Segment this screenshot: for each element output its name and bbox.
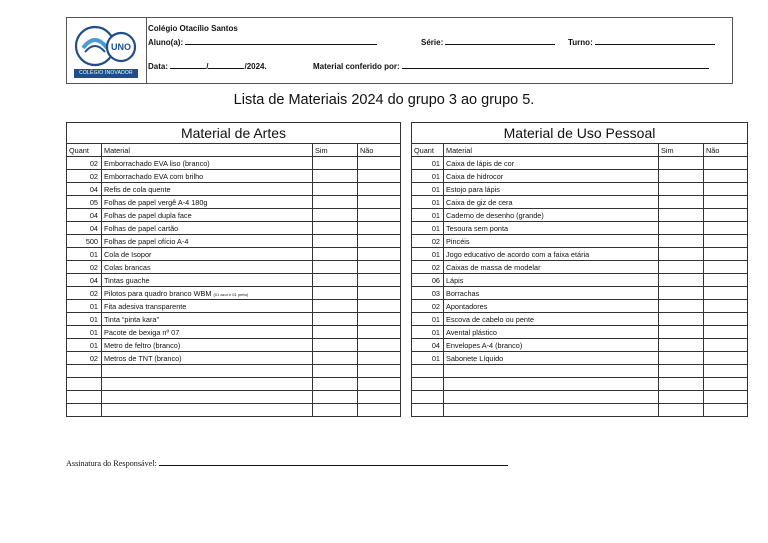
material-label: Caixa de giz de cera bbox=[446, 197, 513, 207]
nao-checkbox-cell[interactable] bbox=[704, 300, 748, 313]
quantity-cell: 04 bbox=[67, 183, 102, 196]
material-cell bbox=[444, 352, 659, 365]
material-cell bbox=[102, 183, 313, 196]
table-row bbox=[67, 222, 401, 235]
logo-text: UNO bbox=[111, 42, 131, 52]
material-cell bbox=[444, 248, 659, 261]
nao-checkbox-cell[interactable] bbox=[704, 326, 748, 339]
material-label: Envelopes A-4 (branco) bbox=[446, 340, 523, 350]
quantity-cell: 01 bbox=[412, 222, 444, 235]
col-quant: Quant bbox=[67, 144, 102, 157]
material-cell bbox=[444, 196, 659, 209]
material-label: Borrachas bbox=[446, 288, 480, 298]
material-label: Apontadores bbox=[446, 301, 488, 311]
quantity-cell: 01 bbox=[67, 300, 102, 313]
sim-checkbox-cell[interactable] bbox=[313, 222, 358, 235]
sim-checkbox-cell[interactable] bbox=[313, 157, 358, 170]
table-row bbox=[67, 170, 401, 183]
col-material: Material bbox=[102, 144, 313, 157]
arts-header-row bbox=[67, 144, 401, 157]
table-row bbox=[412, 235, 748, 248]
nao-checkbox-cell[interactable] bbox=[704, 248, 748, 261]
nao-checkbox-cell[interactable] bbox=[358, 378, 401, 391]
nao-checkbox-cell[interactable] bbox=[358, 300, 401, 313]
nao-checkbox-cell[interactable] bbox=[358, 274, 401, 287]
material-label: Estojo para lápis bbox=[446, 184, 500, 194]
material-cell bbox=[102, 274, 313, 287]
material-label: Tinta “pinta kara” bbox=[104, 314, 159, 324]
table-row bbox=[67, 196, 401, 209]
school-name: Colégio Otacílio Santos bbox=[148, 24, 238, 33]
material-note: (01 azul e 01 preto) bbox=[213, 291, 249, 297]
material-label: Fita adesiva transparente bbox=[104, 301, 187, 311]
quantity-cell bbox=[67, 391, 102, 404]
quantity-cell: 01 bbox=[67, 339, 102, 352]
date-year: /2024. bbox=[244, 62, 267, 71]
material-cell bbox=[102, 222, 313, 235]
sim-checkbox-cell[interactable] bbox=[659, 235, 704, 248]
col-sim: Sim bbox=[313, 144, 358, 157]
material-cell bbox=[102, 300, 313, 313]
table-row bbox=[67, 157, 401, 170]
material-cell bbox=[102, 248, 313, 261]
table-row bbox=[67, 274, 401, 287]
nao-checkbox-cell[interactable] bbox=[358, 326, 401, 339]
table-row bbox=[412, 287, 748, 300]
sim-checkbox-cell[interactable] bbox=[659, 339, 704, 352]
table-row bbox=[412, 222, 748, 235]
sim-checkbox-cell[interactable] bbox=[659, 326, 704, 339]
date-month-blank[interactable] bbox=[208, 61, 244, 69]
nao-checkbox-cell[interactable] bbox=[704, 235, 748, 248]
material-label: Jogo educativo de acordo com a faixa etária bbox=[446, 249, 590, 259]
table-row bbox=[412, 209, 748, 222]
quantity-cell: 02 bbox=[412, 300, 444, 313]
table-row bbox=[412, 378, 748, 391]
nao-checkbox-cell[interactable] bbox=[704, 378, 748, 391]
logo-emblem-icon bbox=[73, 22, 139, 70]
material-cell bbox=[444, 274, 659, 287]
material-cell bbox=[102, 326, 313, 339]
table-row bbox=[67, 365, 401, 378]
sim-checkbox-cell[interactable] bbox=[313, 352, 358, 365]
sim-checkbox-cell[interactable] bbox=[313, 339, 358, 352]
nao-checkbox-cell[interactable] bbox=[358, 352, 401, 365]
sim-checkbox-cell[interactable] bbox=[313, 261, 358, 274]
col-nao: Não bbox=[704, 144, 748, 157]
material-label: Escova de cabelo ou pente bbox=[446, 314, 535, 324]
quantity-cell bbox=[67, 365, 102, 378]
nao-checkbox-cell[interactable] bbox=[704, 261, 748, 274]
quantity-cell bbox=[412, 365, 444, 378]
material-cell bbox=[102, 352, 313, 365]
sim-checkbox-cell[interactable] bbox=[313, 274, 358, 287]
table-row bbox=[412, 170, 748, 183]
material-cell bbox=[102, 170, 313, 183]
sim-checkbox-cell[interactable] bbox=[313, 326, 358, 339]
quantity-cell: 01 bbox=[412, 196, 444, 209]
personal-table bbox=[411, 122, 748, 417]
quantity-cell: 500 bbox=[67, 235, 102, 248]
table-row bbox=[67, 378, 401, 391]
series-blank[interactable] bbox=[445, 37, 555, 45]
quantity-cell: 01 bbox=[67, 313, 102, 326]
table-row bbox=[67, 339, 401, 352]
table-row bbox=[412, 352, 748, 365]
table-row bbox=[412, 404, 748, 417]
nao-checkbox-cell[interactable] bbox=[358, 287, 401, 300]
quantity-cell: 01 bbox=[412, 183, 444, 196]
material-cell bbox=[444, 222, 659, 235]
sim-checkbox-cell[interactable] bbox=[659, 287, 704, 300]
student-label: Aluno(a): bbox=[148, 38, 184, 47]
nao-checkbox-cell[interactable] bbox=[358, 209, 401, 222]
nao-checkbox-cell[interactable] bbox=[358, 248, 401, 261]
material-label: Caixa de hidrocor bbox=[446, 171, 504, 181]
arts-title-row bbox=[67, 123, 401, 144]
signature-line[interactable] bbox=[66, 459, 508, 468]
table-row bbox=[67, 183, 401, 196]
sim-checkbox-cell[interactable] bbox=[659, 196, 704, 209]
sim-checkbox-cell[interactable] bbox=[659, 248, 704, 261]
nao-checkbox-cell[interactable] bbox=[704, 391, 748, 404]
quantity-cell: 02 bbox=[67, 352, 102, 365]
nao-checkbox-cell[interactable] bbox=[704, 157, 748, 170]
sim-checkbox-cell[interactable] bbox=[659, 157, 704, 170]
nao-checkbox-cell[interactable] bbox=[358, 196, 401, 209]
col-nao: Não bbox=[358, 144, 401, 157]
material-label: Lápis bbox=[446, 275, 464, 285]
table-row bbox=[412, 300, 748, 313]
material-cell bbox=[102, 209, 313, 222]
material-cell bbox=[102, 261, 313, 274]
material-label: Emborrachado EVA liso (branco) bbox=[104, 158, 210, 168]
nao-checkbox-cell[interactable] bbox=[704, 339, 748, 352]
material-cell bbox=[444, 391, 659, 404]
table-row bbox=[67, 235, 401, 248]
sim-checkbox-cell[interactable] bbox=[313, 313, 358, 326]
sim-checkbox-cell[interactable] bbox=[659, 222, 704, 235]
nao-checkbox-cell[interactable] bbox=[358, 183, 401, 196]
sim-checkbox-cell[interactable] bbox=[313, 300, 358, 313]
quantity-cell: 02 bbox=[67, 261, 102, 274]
material-cell bbox=[102, 339, 313, 352]
table-row bbox=[412, 157, 748, 170]
sim-checkbox-cell[interactable] bbox=[313, 170, 358, 183]
quantity-cell: 02 bbox=[412, 261, 444, 274]
sim-checkbox-cell[interactable] bbox=[659, 391, 704, 404]
material-label: Tesoura sem ponta bbox=[446, 223, 509, 233]
quantity-cell: 06 bbox=[412, 274, 444, 287]
material-cell bbox=[444, 235, 659, 248]
table-row bbox=[67, 261, 401, 274]
material-label: Pincéis bbox=[446, 236, 470, 246]
material-cell bbox=[444, 339, 659, 352]
material-cell bbox=[102, 287, 313, 300]
quantity-cell: 02 bbox=[67, 170, 102, 183]
quantity-cell: 01 bbox=[67, 248, 102, 261]
material-cell bbox=[444, 287, 659, 300]
material-cell bbox=[102, 391, 313, 404]
nao-checkbox-cell[interactable] bbox=[704, 222, 748, 235]
table-row bbox=[412, 274, 748, 287]
table-row bbox=[412, 313, 748, 326]
sim-checkbox-cell[interactable] bbox=[313, 235, 358, 248]
sim-checkbox-cell[interactable] bbox=[313, 183, 358, 196]
material-label: Folhas de papel ofício A-4 bbox=[104, 236, 189, 246]
nao-checkbox-cell[interactable] bbox=[704, 196, 748, 209]
school-logo bbox=[67, 18, 147, 83]
student-field[interactable] bbox=[148, 37, 377, 47]
nao-checkbox-cell[interactable] bbox=[358, 404, 401, 417]
material-label: Folhas de papel vergê A-4 180g bbox=[104, 197, 208, 207]
nao-checkbox-cell[interactable] bbox=[358, 313, 401, 326]
table-row bbox=[412, 326, 748, 339]
quantity-cell bbox=[412, 378, 444, 391]
nao-checkbox-cell[interactable] bbox=[704, 313, 748, 326]
table-row bbox=[67, 248, 401, 261]
sim-checkbox-cell[interactable] bbox=[659, 352, 704, 365]
checked-by-blank[interactable] bbox=[402, 61, 709, 69]
nao-checkbox-cell[interactable] bbox=[704, 274, 748, 287]
quantity-cell bbox=[412, 404, 444, 417]
nao-checkbox-cell[interactable] bbox=[358, 261, 401, 274]
table-row bbox=[67, 352, 401, 365]
material-label: Caixa de lápis de cor bbox=[446, 158, 515, 168]
signature-blank[interactable] bbox=[159, 459, 508, 466]
nao-checkbox-cell[interactable] bbox=[358, 339, 401, 352]
date-day-blank[interactable] bbox=[170, 61, 209, 71]
arts-title: Material de Artes bbox=[67, 123, 401, 144]
material-label: Folhas de papel cartão bbox=[104, 223, 179, 233]
table-row bbox=[67, 326, 401, 339]
checked-by-field[interactable] bbox=[313, 61, 709, 71]
quantity-cell: 01 bbox=[412, 209, 444, 222]
quantity-cell: 01 bbox=[412, 326, 444, 339]
sim-checkbox-cell[interactable] bbox=[659, 365, 704, 378]
nao-checkbox-cell[interactable] bbox=[358, 157, 401, 170]
material-cell bbox=[102, 378, 313, 391]
material-label: Refis de cola quente bbox=[104, 184, 171, 194]
sim-checkbox-cell[interactable] bbox=[659, 183, 704, 196]
quantity-cell: 02 bbox=[67, 287, 102, 300]
material-label: Avental plástico bbox=[446, 327, 497, 337]
sim-checkbox-cell[interactable] bbox=[313, 248, 358, 261]
series-field[interactable] bbox=[421, 37, 555, 47]
material-cell bbox=[102, 313, 313, 326]
sim-checkbox-cell[interactable] bbox=[313, 378, 358, 391]
quantity-cell: 04 bbox=[67, 274, 102, 287]
logo-band: COLÉGIO INOVADOR bbox=[74, 69, 138, 78]
nao-checkbox-cell[interactable] bbox=[358, 235, 401, 248]
nao-checkbox-cell[interactable] bbox=[704, 209, 748, 222]
material-label: Metros de TNT (branco) bbox=[104, 353, 182, 363]
quantity-cell: 04 bbox=[67, 222, 102, 235]
personal-title: Material de Uso Pessoal bbox=[412, 123, 748, 144]
material-label: Colas brancas bbox=[104, 262, 151, 272]
col-quant: Quant bbox=[412, 144, 444, 157]
checked-by-label: Material conferido por: bbox=[313, 62, 400, 71]
personal-title-row bbox=[412, 123, 748, 144]
nao-checkbox-cell[interactable] bbox=[704, 365, 748, 378]
material-cell bbox=[102, 157, 313, 170]
table-row bbox=[67, 300, 401, 313]
material-cell bbox=[102, 196, 313, 209]
table-row bbox=[412, 196, 748, 209]
shift-label: Turno: bbox=[568, 38, 593, 47]
material-label: Sabonete Líquido bbox=[446, 353, 504, 363]
nao-checkbox-cell[interactable] bbox=[704, 170, 748, 183]
sim-checkbox-cell[interactable] bbox=[313, 404, 358, 417]
col-sim: Sim bbox=[659, 144, 704, 157]
material-cell bbox=[102, 235, 313, 248]
date-field[interactable] bbox=[148, 61, 267, 71]
material-label: Caixas de massa de modelar bbox=[446, 262, 541, 272]
sim-checkbox-cell[interactable] bbox=[659, 300, 704, 313]
quantity-cell bbox=[67, 404, 102, 417]
sim-checkbox-cell[interactable] bbox=[659, 209, 704, 222]
series-label: Série: bbox=[421, 38, 444, 47]
quantity-cell: 04 bbox=[412, 339, 444, 352]
quantity-cell: 01 bbox=[412, 352, 444, 365]
table-row bbox=[67, 209, 401, 222]
material-label: Metro de feltro (branco) bbox=[104, 340, 181, 350]
material-label: Caderno de desenho (grande) bbox=[446, 210, 544, 220]
quantity-cell: 05 bbox=[67, 196, 102, 209]
material-label: Cola de Isopor bbox=[104, 249, 152, 259]
material-cell bbox=[444, 209, 659, 222]
material-label: Pacote de bexiga nº 07 bbox=[104, 327, 180, 337]
material-cell bbox=[444, 157, 659, 170]
material-label: Emborrachado EVA com brilho bbox=[104, 171, 204, 181]
page-title: Lista de Materiais 2024 do grupo 3 ao grupo 5. bbox=[233, 92, 535, 108]
table-row bbox=[67, 404, 401, 417]
nao-checkbox-cell[interactable] bbox=[704, 352, 748, 365]
quantity-cell: 02 bbox=[67, 157, 102, 170]
sim-checkbox-cell[interactable] bbox=[313, 209, 358, 222]
sim-checkbox-cell[interactable] bbox=[659, 313, 704, 326]
nao-checkbox-cell[interactable] bbox=[704, 183, 748, 196]
sim-checkbox-cell[interactable] bbox=[659, 170, 704, 183]
arts-table bbox=[66, 122, 401, 417]
quantity-cell: 02 bbox=[412, 235, 444, 248]
quantity-cell: 01 bbox=[412, 157, 444, 170]
col-material: Material bbox=[444, 144, 659, 157]
material-cell bbox=[444, 300, 659, 313]
sim-checkbox-cell[interactable] bbox=[313, 391, 358, 404]
sim-checkbox-cell[interactable] bbox=[313, 196, 358, 209]
material-cell bbox=[444, 170, 659, 183]
sim-checkbox-cell[interactable] bbox=[659, 378, 704, 391]
quantity-cell: 01 bbox=[412, 313, 444, 326]
table-row bbox=[412, 248, 748, 261]
table-row bbox=[412, 183, 748, 196]
table-row bbox=[412, 339, 748, 352]
table-row bbox=[67, 313, 401, 326]
sim-checkbox-cell[interactable] bbox=[659, 261, 704, 274]
table-row bbox=[67, 287, 401, 300]
quantity-cell: 01 bbox=[67, 326, 102, 339]
nao-checkbox-cell[interactable] bbox=[358, 391, 401, 404]
table-row bbox=[412, 261, 748, 274]
material-cell bbox=[102, 404, 313, 417]
material-label: Folhas de papel dupla face bbox=[104, 210, 192, 220]
table-row bbox=[412, 365, 748, 378]
material-cell bbox=[444, 261, 659, 274]
table-row bbox=[67, 391, 401, 404]
sim-checkbox-cell[interactable] bbox=[659, 404, 704, 417]
material-cell bbox=[102, 365, 313, 378]
date-separator: / bbox=[206, 62, 209, 71]
quantity-cell bbox=[412, 391, 444, 404]
nao-checkbox-cell[interactable] bbox=[358, 365, 401, 378]
table-row bbox=[412, 391, 748, 404]
nao-checkbox-cell[interactable] bbox=[358, 170, 401, 183]
signature-label: Assinatura do Responsável: bbox=[66, 459, 157, 468]
sim-checkbox-cell[interactable] bbox=[659, 274, 704, 287]
material-cell bbox=[444, 313, 659, 326]
shift-blank[interactable] bbox=[595, 37, 715, 45]
material-cell bbox=[444, 326, 659, 339]
quantity-cell: 03 bbox=[412, 287, 444, 300]
quantity-cell: 01 bbox=[412, 170, 444, 183]
nao-checkbox-cell[interactable] bbox=[358, 222, 401, 235]
material-cell bbox=[444, 404, 659, 417]
material-cell bbox=[444, 378, 659, 391]
sim-checkbox-cell[interactable] bbox=[313, 287, 358, 300]
material-label: Pilotos para quadro branco WBM bbox=[104, 288, 212, 298]
quantity-cell: 04 bbox=[67, 209, 102, 222]
personal-header-row bbox=[412, 144, 748, 157]
shift-field[interactable] bbox=[568, 37, 715, 47]
material-cell bbox=[444, 365, 659, 378]
student-blank[interactable] bbox=[185, 37, 377, 45]
material-label: Tintas guache bbox=[104, 275, 150, 285]
nao-checkbox-cell[interactable] bbox=[704, 404, 748, 417]
quantity-cell: 01 bbox=[412, 248, 444, 261]
nao-checkbox-cell[interactable] bbox=[704, 287, 748, 300]
material-cell bbox=[444, 183, 659, 196]
quantity-cell bbox=[67, 378, 102, 391]
date-label: Data: bbox=[148, 62, 169, 71]
sim-checkbox-cell[interactable] bbox=[313, 365, 358, 378]
